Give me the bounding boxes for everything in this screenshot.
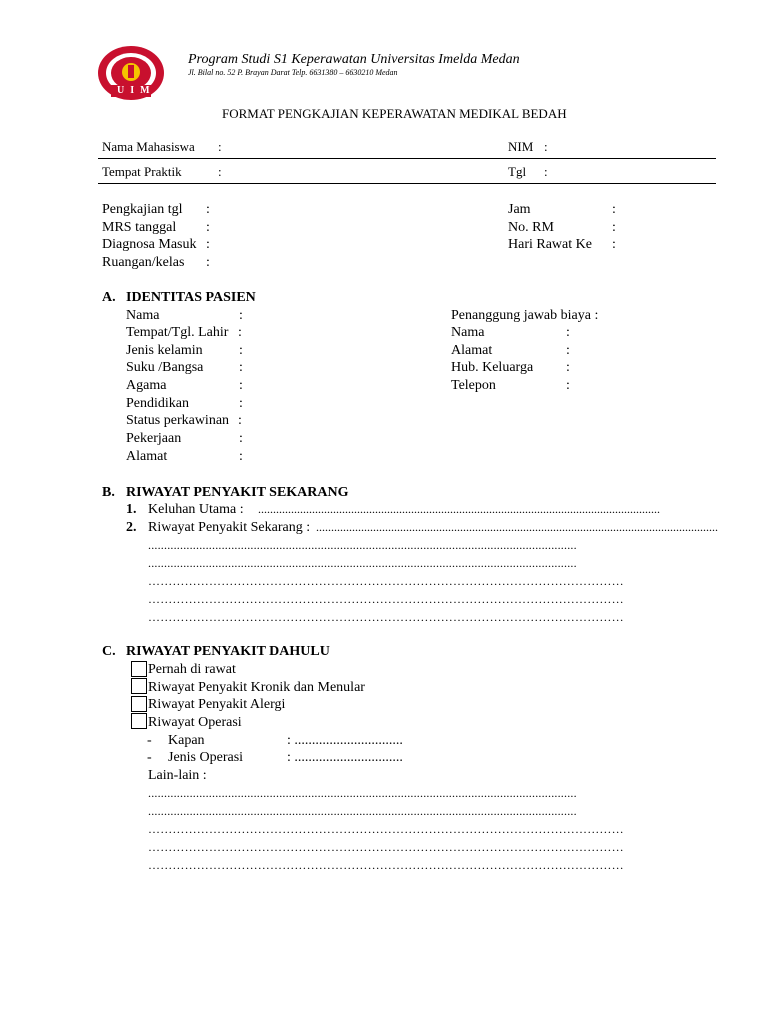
fill-line-b5: ………………………………………………………………………………………………………	[148, 610, 624, 624]
section-c-letter: C.	[102, 644, 116, 659]
university-logo	[97, 45, 165, 101]
no-rm-label: No. RM	[508, 220, 554, 235]
patient-field-pendidikan: Pendidikan	[126, 396, 189, 411]
fill-line-c1: ......................................................................................................................................	[148, 786, 577, 800]
checkbox-operasi[interactable]	[131, 713, 147, 729]
item-1-number: 1.	[126, 502, 137, 517]
patient-field-alamat: Alamat	[126, 449, 168, 464]
patient-colon-5: :	[239, 378, 243, 393]
diagnosa-masuk-colon: :	[206, 237, 210, 252]
ruangan-kelas-colon: :	[206, 255, 210, 270]
patient-colon-7: :	[238, 413, 242, 428]
patient-colon-9: :	[239, 449, 243, 464]
patient-field-ttl: Tempat/Tgl. Lahir	[126, 325, 229, 340]
pengkajian-tgl-colon: :	[206, 202, 210, 217]
fill-line-c4: ………………………………………………………………………………………………………	[148, 840, 624, 854]
fill-line-b1: ......................................................................................................................................	[148, 538, 577, 552]
patient-colon-4: :	[239, 360, 243, 375]
mrs-tanggal-colon: :	[206, 220, 210, 235]
section-b-letter: B.	[102, 485, 115, 500]
section-b-title: RIWAYAT PENYAKIT SEKARANG	[126, 485, 349, 500]
nim-colon: :	[544, 139, 548, 154]
patient-colon-3: :	[239, 343, 243, 358]
guardian-colon-4: :	[566, 378, 570, 393]
guardian-colon-2: :	[566, 343, 570, 358]
patient-field-agama: Agama	[126, 378, 167, 393]
institution-address: Jl. Bilal no. 52 P. Brayan Darat Telp. 6631380 – 6630210 Medan	[188, 68, 398, 77]
guardian-field-nama: Nama	[451, 325, 485, 340]
divider-2	[98, 183, 716, 184]
lain-lain-label: Lain-lain :	[148, 768, 207, 783]
no-rm-colon: :	[612, 220, 616, 235]
form-title: FORMAT PENGKAJIAN KEPERAWATAN MEDIKAL BEDAH	[222, 106, 567, 121]
patient-colon-2: :	[238, 325, 242, 340]
mrs-tanggal-label: MRS tanggal	[102, 220, 177, 235]
jam-colon: :	[612, 202, 616, 217]
item-2-number: 2.	[126, 520, 137, 535]
logo-text: UIM	[117, 85, 156, 96]
patient-colon-1: :	[239, 308, 243, 323]
kapan-label: Kapan	[168, 733, 205, 748]
riwayat-sekarang-dots: ......................................................................................................................................	[316, 520, 718, 534]
fill-line-b3: ………………………………………………………………………………………………………	[148, 574, 624, 588]
guardian-title: Penanggung jawab biaya :	[451, 308, 599, 323]
section-a-title: IDENTITAS PASIEN	[126, 290, 256, 305]
guardian-field-hub: Hub. Keluarga	[451, 360, 534, 375]
section-c-title: RIWAYAT PENYAKIT DAHULU	[126, 644, 330, 659]
fill-line-c5: ………………………………………………………………………………………………………	[148, 858, 624, 872]
patient-field-status: Status perkawinan	[126, 413, 230, 428]
option-kronik-menular: Riwayat Penyakit Kronik dan Menular	[148, 680, 365, 695]
checkbox-alergi[interactable]	[131, 696, 147, 712]
jenis-operasi-label: Jenis Operasi	[168, 750, 244, 765]
option-operasi: Riwayat Operasi	[148, 715, 242, 730]
divider-1	[98, 158, 716, 159]
pengkajian-tgl-label: Pengkajian tgl	[102, 202, 183, 217]
option-alergi: Riwayat Penyakit Alergi	[148, 697, 286, 712]
fill-line-c2: ......................................................................................................................................	[148, 804, 577, 818]
checkbox-kronik-menular[interactable]	[131, 678, 147, 694]
jam-label: Jam	[508, 202, 531, 217]
guardian-field-alamat: Alamat	[451, 343, 493, 358]
patient-field-nama: Nama	[126, 308, 160, 323]
fill-line-b2: ......................................................................................................................................	[148, 556, 577, 570]
guardian-field-telepon: Telepon	[451, 378, 496, 393]
patient-field-suku: Suku /Bangsa	[126, 360, 204, 375]
hari-rawat-colon: :	[612, 237, 616, 252]
nama-mahasiswa-label: Nama Mahasiswa	[102, 139, 195, 154]
institution-name: Program Studi S1 Keperawatan Universitas Imelda Medan	[188, 52, 520, 67]
tgl-label: Tgl	[508, 164, 527, 179]
option-pernah-dirawat: Pernah di rawat	[148, 662, 236, 677]
tempat-praktik-label: Tempat Praktik	[102, 164, 182, 179]
checkbox-pernah-dirawat[interactable]	[131, 661, 147, 677]
fill-line-c3: ………………………………………………………………………………………………………	[148, 822, 624, 836]
ruangan-kelas-label: Ruangan/kelas	[102, 255, 185, 270]
jenis-operasi-dash: -	[147, 750, 152, 765]
section-a-letter: A.	[102, 290, 116, 305]
guardian-colon-3: :	[566, 360, 570, 375]
nama-mahasiswa-colon: :	[218, 139, 222, 154]
diagnosa-masuk-label: Diagnosa Masuk	[102, 237, 197, 252]
guardian-colon-1: :	[566, 325, 570, 340]
keluhan-utama-dots: ......................................................................................................................................	[258, 502, 660, 516]
patient-colon-6: :	[239, 396, 243, 411]
riwayat-sekarang-label: Riwayat Penyakit Sekarang :	[148, 520, 311, 535]
jenis-operasi-value: : ...............................	[287, 750, 403, 765]
keluhan-utama-label: Keluhan Utama :	[148, 502, 244, 517]
tgl-colon: :	[544, 164, 548, 179]
patient-field-pekerjaan: Pekerjaan	[126, 431, 182, 446]
tempat-praktik-colon: :	[218, 164, 222, 179]
nim-label: NIM	[508, 139, 534, 154]
hari-rawat-label: Hari Rawat Ke	[508, 237, 592, 252]
patient-colon-8: :	[239, 431, 243, 446]
kapan-dash: -	[147, 733, 152, 748]
kapan-value: : ...............................	[287, 733, 403, 748]
patient-field-jk: Jenis kelamin	[126, 343, 203, 358]
fill-line-b4: ………………………………………………………………………………………………………	[148, 592, 624, 606]
